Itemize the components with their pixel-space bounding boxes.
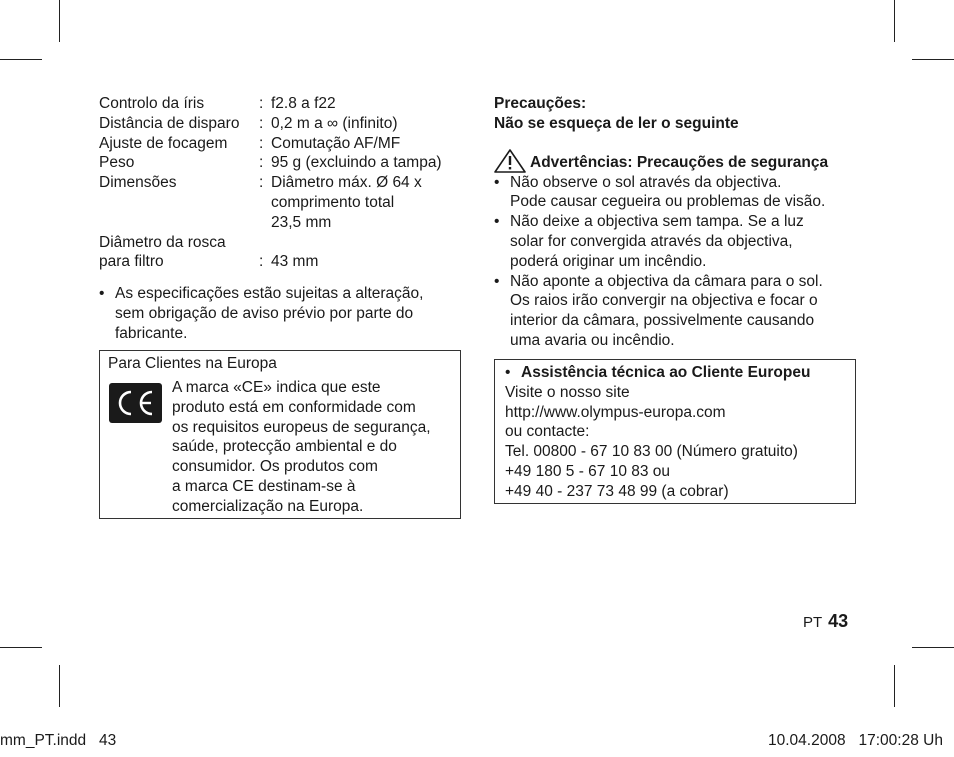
crop-mark bbox=[59, 665, 60, 707]
page-number-value: 43 bbox=[828, 611, 849, 631]
spec-colon: : bbox=[259, 174, 264, 192]
support-line: ou contacte: bbox=[505, 423, 590, 441]
ce-description-line: os requisitos europeus de segurança, bbox=[172, 418, 431, 436]
spec-colon: : bbox=[259, 95, 264, 112]
support-url: http://www.olympus-europa.com bbox=[505, 403, 726, 421]
spec-label: Dimensões bbox=[99, 174, 177, 192]
warning-title-row bbox=[494, 149, 859, 173]
ce-description-line: saúde, protecção ambiental e do bbox=[172, 438, 397, 456]
spec-label: Diâmetro da rosca bbox=[99, 233, 226, 251]
bullet-marker: • bbox=[505, 364, 511, 381]
specifications-table bbox=[99, 94, 469, 272]
spec-label: para filtro bbox=[99, 253, 164, 271]
precaution-line: solar for convergida através da objectiva, bbox=[510, 232, 793, 250]
spec-note-text bbox=[115, 284, 461, 343]
support-phone: Tel. 00800 - 67 10 83 00 (Número gratuito) bbox=[505, 443, 798, 461]
spec-label: Distância de disparo bbox=[99, 114, 240, 132]
support-title-row bbox=[505, 363, 845, 383]
spec-note-line: sem obrigação de aviso prévio por parte do bbox=[115, 304, 414, 322]
bullet-marker: • bbox=[494, 173, 500, 191]
spec-note bbox=[99, 284, 461, 343]
language-code: PT bbox=[803, 614, 823, 631]
page-number bbox=[803, 612, 848, 633]
spec-colon: : bbox=[259, 134, 264, 152]
ce-description-line: consumidor. Os produtos com bbox=[172, 458, 378, 476]
support-line: Visite o nosso site bbox=[505, 383, 630, 401]
bullet-marker: • bbox=[494, 272, 500, 290]
crop-mark bbox=[912, 647, 954, 648]
spec-value: Comutação AF/MF bbox=[271, 134, 401, 152]
crop-mark bbox=[912, 59, 954, 60]
support-phone: +49 40 - 237 73 48 99 (a cobrar) bbox=[505, 482, 729, 500]
spec-row bbox=[99, 233, 469, 253]
europe-customers-box bbox=[99, 350, 461, 519]
bullet-marker: • bbox=[494, 213, 500, 231]
precaution-line: Os raios irão convergir na objectiva e focar o bbox=[510, 292, 818, 310]
precaution-item bbox=[494, 272, 859, 351]
spec-label: Ajuste de focagem bbox=[99, 134, 228, 152]
precautions-heading: Precauções: bbox=[494, 95, 587, 112]
spec-label: Peso bbox=[99, 154, 135, 172]
ce-mark-icon bbox=[109, 383, 162, 423]
spec-colon: : bbox=[259, 154, 264, 172]
crop-mark bbox=[0, 647, 42, 648]
warning-triangle-icon bbox=[494, 149, 526, 173]
spec-row bbox=[99, 173, 469, 232]
precautions-section bbox=[494, 94, 859, 351]
footer-file-info: mm_PT.indd 43 bbox=[0, 732, 117, 749]
spec-value: 43 mm bbox=[271, 253, 319, 271]
customer-support-box bbox=[494, 359, 856, 504]
spec-value: f2.8 a f22 bbox=[271, 95, 336, 112]
spec-row bbox=[99, 134, 469, 154]
precautions-subheading: Não se esqueça de ler o seguinte bbox=[494, 114, 739, 132]
ce-description-line: produto está em conformidade com bbox=[172, 398, 416, 416]
spec-row bbox=[99, 252, 469, 272]
ce-description-line: comercialização na Europa. bbox=[172, 497, 364, 515]
warning-title: Advertências: Precauções de segurança bbox=[530, 153, 829, 171]
crop-mark bbox=[894, 665, 895, 707]
spec-row bbox=[99, 114, 469, 134]
precaution-item bbox=[494, 173, 859, 213]
crop-mark bbox=[894, 0, 895, 42]
spec-value-line: Diâmetro máx. Ø 64 x bbox=[271, 174, 422, 192]
precaution-line: poderá originar um incêndio. bbox=[510, 252, 707, 270]
spec-value-line: comprimento total bbox=[271, 193, 395, 211]
europe-box-title: Para Clientes na Europa bbox=[108, 355, 277, 372]
ce-description-line: a marca CE destinam-se à bbox=[172, 477, 356, 495]
spec-value: 95 g (excluindo a tampa) bbox=[271, 154, 442, 172]
precaution-item bbox=[494, 212, 859, 271]
precaution-text bbox=[510, 272, 859, 351]
support-title: Assistência técnica ao Cliente Europeu bbox=[521, 364, 811, 381]
spec-row bbox=[99, 153, 469, 173]
precaution-line: Não observe o sol através da objectiva. bbox=[510, 173, 782, 191]
precaution-line: Pode causar cegueira ou problemas de visão. bbox=[510, 193, 826, 211]
spec-row bbox=[99, 94, 469, 114]
precaution-text bbox=[510, 173, 859, 213]
spec-value: 0,2 m a ∞ (infinito) bbox=[271, 114, 398, 132]
spec-label: Controlo da íris bbox=[99, 95, 205, 112]
support-phone: +49 180 5 - 67 10 83 ou bbox=[505, 462, 671, 480]
ce-description-line: A marca «CE» indica que este bbox=[172, 379, 381, 396]
ce-description bbox=[172, 378, 457, 517]
spec-note-line: As especificações estão sujeitas a alteração, bbox=[115, 285, 424, 302]
spec-value bbox=[271, 173, 469, 232]
precaution-line: Não deixe a objectiva sem tampa. Se a luz bbox=[510, 213, 804, 231]
precaution-text bbox=[510, 212, 859, 271]
spec-value-line: 23,5 mm bbox=[271, 213, 332, 231]
precaution-line: Não aponte a objectiva da câmara para o sol. bbox=[510, 272, 823, 290]
footer-timestamp: 10.04.2008 17:00:28 Uh bbox=[768, 732, 943, 749]
bullet-marker: • bbox=[99, 285, 105, 302]
crop-mark bbox=[0, 59, 42, 60]
spec-colon: : bbox=[259, 114, 264, 132]
spec-colon: : bbox=[259, 253, 264, 271]
ce-mark-logo bbox=[109, 383, 162, 423]
precaution-line: uma avaria ou incêndio. bbox=[510, 331, 675, 349]
precaution-line: interior da câmara, possivelmente causando bbox=[510, 312, 815, 330]
spec-note-line: fabricante. bbox=[115, 324, 188, 342]
crop-mark bbox=[59, 0, 60, 42]
